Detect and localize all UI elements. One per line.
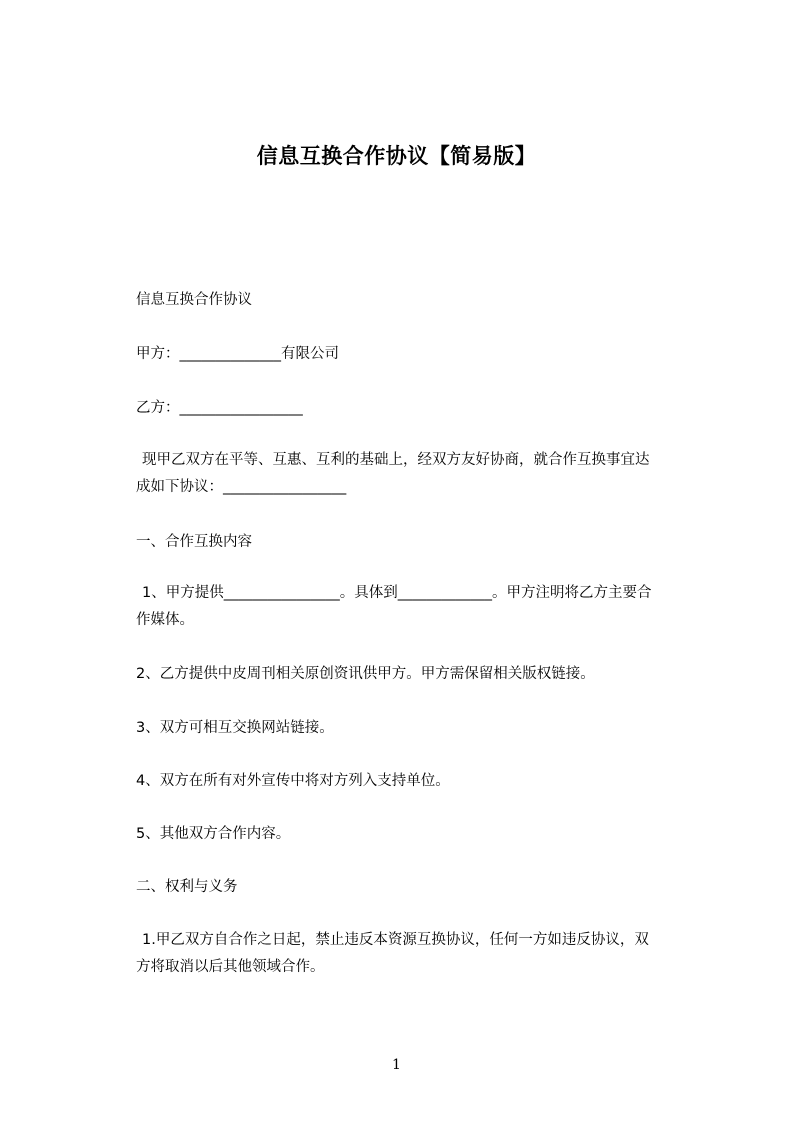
- section-1-item-1-line-1: 1、甲方提供________________。具体到_____________。甲方注明将乙方主要合: [142, 585, 652, 601]
- section-2-item-1-line-1: 1.甲乙双方自合作之日起，禁止违反本资源互换协议，任何一方如违反协议，双: [142, 932, 649, 948]
- section-1-item-5: 5、其他双方合作内容。: [136, 826, 291, 842]
- party-b-line: 乙方：_________________: [136, 400, 303, 416]
- section-1-item-2: 2、乙方提供中皮周刊相关原创资讯供甲方。甲方需保留相关版权链接。: [136, 666, 595, 682]
- document-title: 信息互换合作协议【简易版】: [256, 144, 537, 168]
- section-1-item-4: 4、双方在所有对外宣传中将对方列入支持单位。: [136, 773, 450, 789]
- section-1-item-3: 3、双方可相互交换网站链接。: [136, 720, 334, 736]
- section-2-item-1: [136, 927, 701, 981]
- section-1-item-1-line-2: 作媒体。: [136, 612, 194, 628]
- preamble-line-1: 现甲乙双方在平等、互惠、互利的基础上，经双方友好协商，就合作互换事宜达: [142, 452, 650, 468]
- page-number: 1: [392, 1057, 401, 1073]
- section-2-heading: 二、权利与义务: [136, 879, 238, 895]
- section-1-heading: 一、合作互换内容: [136, 534, 252, 550]
- party-a-line: 甲方：______________有限公司: [136, 346, 339, 362]
- preamble-line-2: 成如下协议：_________________: [136, 479, 347, 495]
- section-2-item-1-line-2: 方将取消以后其他领域合作。: [136, 959, 325, 975]
- section-1-item-1: [136, 580, 701, 634]
- agreement-subtitle: 信息互换合作协议: [136, 292, 252, 308]
- preamble-paragraph: [136, 447, 701, 501]
